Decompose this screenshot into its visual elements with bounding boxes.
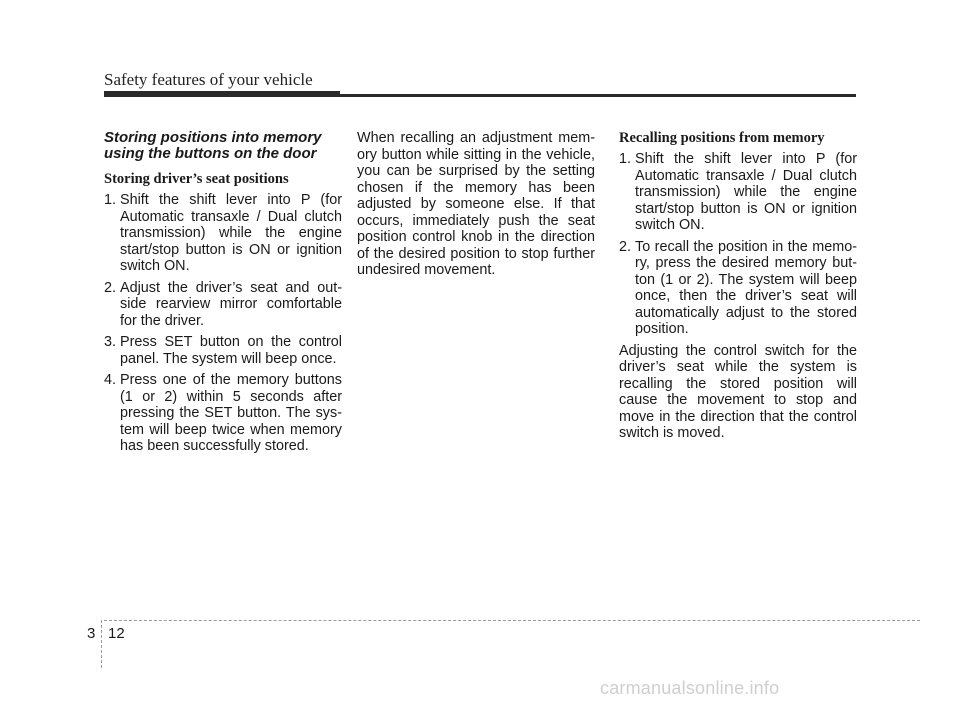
step-text: Shift the shift lever into P (for Automatic transaxle / Dual clutch transmission) while the engine start/stop button is ON or ignition switch ON. [635, 151, 857, 233]
step-text: Adjust the driver’s seat and out-side rearview mirror comfortable for the driver. [120, 279, 342, 329]
adjusting-paragraph: Adjusting the control switch for the driver’s seat while the system is recalling the stored position will cause the movement to stop and move in the direction that the control switch is moved. [619, 342, 857, 441]
step-text: Press one of the memory buttons (1 or 2) within 5 seconds after pressing the SET button. The sys-tem will beep twice when memory has been successfully stored. [120, 372, 342, 454]
step-number: 1. [104, 192, 117, 208]
storing-steps-list [104, 192, 342, 455]
chapter-number: 3 [87, 625, 96, 642]
header-rule-accent [104, 91, 340, 97]
caution-paragraph: When recalling an adjustment mem-ory button while sitting in the vehicle, you can be surprised by the setting chosen if the memory has been adjusted by someone else. If that occurs, immediately push the seat position control knob in the direction of the desired position to stop further undesired movement. [357, 130, 595, 278]
recalling-steps-list [619, 151, 857, 338]
list-item [104, 192, 342, 275]
section-title: Storing positions into memory using the buttons on the door [104, 129, 322, 162]
list-item [619, 239, 857, 338]
column-middle [357, 130, 595, 284]
step-text: Press SET button on the control panel. The system will beep once. [120, 334, 342, 367]
column-right [619, 130, 857, 447]
column-left [104, 130, 342, 460]
step-text: To recall the position in the memo-ry, press the desired memory but-ton (1 or 2). The system will beep once, then the driver’s seat will automatically adjust to the stored position. [635, 238, 857, 337]
subheading-storing: Storing driver’s seat positions [104, 171, 289, 187]
footer-rule [104, 620, 920, 621]
footer-divider [101, 620, 102, 668]
step-number: 3. [104, 334, 117, 350]
page-header-title: Safety features of your vehicle [104, 70, 313, 89]
list-item [104, 334, 342, 367]
step-text: Shift the shift lever into P (for Automatic transaxle / Dual clutch transmission) while the engine start/stop button is ON or ignition switch ON. [120, 192, 342, 274]
list-item [104, 280, 342, 330]
list-item [104, 372, 342, 455]
step-number: 2. [619, 238, 632, 255]
page-number: 12 [108, 625, 125, 642]
step-number: 1. [619, 151, 632, 167]
step-number: 4. [104, 372, 117, 388]
subheading-recalling: Recalling positions from memory [619, 130, 825, 146]
watermark-text: carmanualsonline.info [600, 678, 780, 698]
list-item [619, 151, 857, 234]
step-number: 2. [104, 279, 117, 296]
